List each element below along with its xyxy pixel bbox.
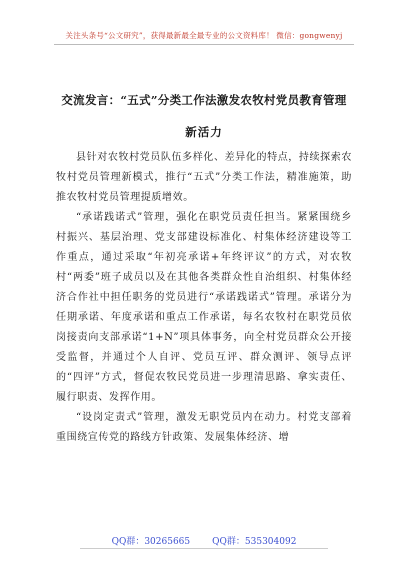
paragraph: 县针对农牧村党员队伍多样化、差异化的特点，持续探索农牧村党员管理新模式，推行“五式”分类工作法，精准施策，助推农牧村党员管理提质增效。: [56, 152, 352, 203]
document-body: [56, 148, 352, 448]
paragraph: “设岗定责式”管理，激发无职党员内在动力。村党支部着重围绕宣传党的路线方针政策、发展集体经济、增: [56, 412, 352, 443]
header-divider: [54, 44, 354, 45]
footer-qq-group-1: QQ群：30265665: [111, 537, 191, 547]
header-note: 关注头条号“公文研究”，获得最新最全最专业的公文资料库！ 微信：gongwenyj: [65, 31, 343, 40]
paragraph: “承诺践诺式”管理，强化在职党员责任担当。紧紧围绕乡村振兴、基层治理、党支部建设标准化、村集体经济建设等工作重点，通过采取“年初亮承诺+年终评议”的方式，对农牧村“两委”班子成员以及在其他各类群众性自治组织、村集体经济合作社中担任职务的党员进行“承诺践诺式”管理。承诺分为任期承诺、年度承诺和重点工作承诺，每名农牧村在职党员依岗接责向支部承诺“1+N”项具体事务，向全村党员群众公开接受监督，并通过个人自评、党员互评、群众测评、领导点评的“四评”方式，督促农牧民党员进一步理清思路、拿实责任、履行职责、发挥作用。: [56, 212, 352, 403]
footer-qq-group-2: QQ群：535304092: [212, 537, 297, 547]
document-title: 交流发言：“五式”分类工作法激发农牧村党员教育管理: [61, 93, 347, 107]
document-author: 新活力: [185, 125, 223, 139]
footer-divider: [80, 548, 328, 549]
footer: [0, 534, 408, 547]
